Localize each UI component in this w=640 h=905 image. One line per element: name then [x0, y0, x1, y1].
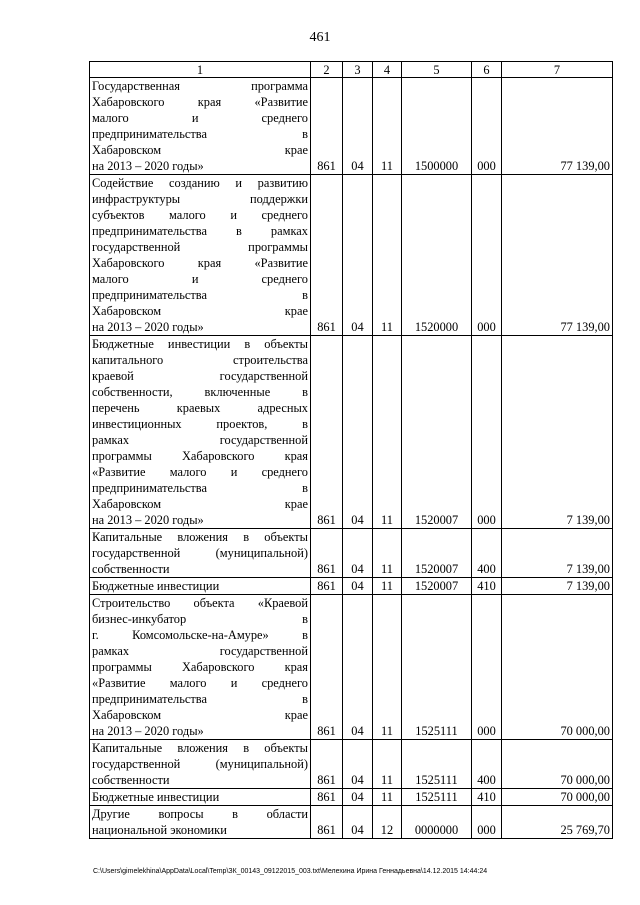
code-section-cell: 04 — [343, 595, 373, 740]
code-section-cell: 04 — [343, 78, 373, 175]
code-subsection-cell: 11 — [373, 789, 402, 806]
row-name-line: на 2013 – 2020 годы» — [92, 320, 204, 334]
row-name — [90, 578, 311, 595]
row-name — [90, 789, 311, 806]
table-row — [90, 175, 613, 336]
row-name — [90, 175, 311, 336]
budget-table — [89, 61, 613, 839]
amount-cell: 70 000,00 — [502, 595, 613, 740]
row-name-line: Хабаровском крае — [92, 143, 308, 157]
code-subsection-cell: 11 — [373, 78, 402, 175]
code-section-cell: 04 — [343, 578, 373, 595]
row-name-line: собственности — [92, 773, 170, 787]
row-name-line: государственной (муниципальной) — [92, 757, 308, 771]
code-expense-type-cell: 410 — [472, 578, 502, 595]
row-name — [90, 740, 311, 789]
table-row — [90, 78, 613, 175]
row-name-line: субъектов малого и среднего — [92, 208, 308, 222]
table-row — [90, 740, 613, 789]
amount-cell: 77 139,00 — [502, 175, 613, 336]
code-subsection-cell: 11 — [373, 175, 402, 336]
header-cell: 6 — [472, 62, 502, 78]
code-admin-cell: 861 — [311, 78, 343, 175]
code-target-cell: 1525111 — [402, 789, 472, 806]
code-target-cell: 1525111 — [402, 595, 472, 740]
row-name-line: Хабаровском крае — [92, 497, 308, 511]
row-name-line: государственной (муниципальной) — [92, 546, 308, 560]
code-target-cell: 1525111 — [402, 740, 472, 789]
row-name-line: Строительство объекта «Краевой — [92, 596, 308, 610]
code-target-cell: 1520007 — [402, 336, 472, 529]
amount-cell: 7 139,00 — [502, 578, 613, 595]
row-name-line: на 2013 – 2020 годы» — [92, 724, 204, 738]
row-name-line: Хабаровском крае — [92, 304, 308, 318]
row-name-line: предпринимательства в — [92, 288, 308, 302]
code-subsection-cell: 11 — [373, 336, 402, 529]
code-expense-type-cell: 400 — [472, 740, 502, 789]
code-expense-type-cell: 000 — [472, 78, 502, 175]
row-name — [90, 78, 311, 175]
code-admin-cell: 861 — [311, 595, 343, 740]
code-section-cell: 04 — [343, 529, 373, 578]
row-name-line: собственности — [92, 562, 170, 576]
row-name-line: на 2013 – 2020 годы» — [92, 513, 204, 527]
row-name-line: Содействие созданию и развитию — [92, 176, 308, 190]
code-subsection-cell: 12 — [373, 806, 402, 839]
header-row — [90, 62, 613, 78]
row-name-line: Капитальные вложения в объекты — [92, 741, 308, 755]
code-subsection-cell: 11 — [373, 529, 402, 578]
row-name-line: Бюджетные инвестиции в объекты — [92, 337, 308, 351]
row-name-line: капитального строительства — [92, 353, 308, 367]
row-name-line: государственной программы — [92, 240, 308, 254]
row-name-line: «Развитие малого и среднего — [92, 465, 308, 479]
amount-cell: 7 139,00 — [502, 529, 613, 578]
amount-cell: 7 139,00 — [502, 336, 613, 529]
row-name-line: рамках государственной — [92, 433, 308, 447]
row-name-line: «Развитие малого и среднего — [92, 676, 308, 690]
code-expense-type-cell: 000 — [472, 806, 502, 839]
row-name-line: Хабаровском крае — [92, 708, 308, 722]
row-name-line: собственности, включенные в — [92, 385, 308, 399]
table-row — [90, 595, 613, 740]
code-section-cell: 04 — [343, 175, 373, 336]
header-cell: 2 — [311, 62, 343, 78]
code-target-cell: 1520007 — [402, 578, 472, 595]
table-row — [90, 789, 613, 806]
amount-cell: 25 769,70 — [502, 806, 613, 839]
code-subsection-cell: 11 — [373, 578, 402, 595]
table-row — [90, 336, 613, 529]
footer-path: C:\Users\gimelekhina\AppData\Local\Temp\ЗК_00143_09122015_003.txt\Мелехина Ирина Геннадьевна\14.12.2015 14:44:24 — [93, 868, 488, 875]
row-name-line: предпринимательства в — [92, 692, 308, 706]
header-cell: 1 — [90, 62, 311, 78]
code-section-cell: 04 — [343, 806, 373, 839]
row-name-line: программы Хабаровского края — [92, 660, 308, 674]
header-cell: 3 — [343, 62, 373, 78]
row-name-line: Государственная программа — [92, 79, 308, 93]
row-name-line: г. Комсомольске-на-Амуре» в — [92, 628, 308, 642]
code-target-cell: 1520007 — [402, 529, 472, 578]
row-name-line: рамках государственной — [92, 644, 308, 658]
row-name-line: Хабаровского края «Развитие — [92, 95, 308, 109]
amount-cell: 70 000,00 — [502, 740, 613, 789]
row-name-line: малого и среднего — [92, 272, 308, 286]
code-expense-type-cell: 410 — [472, 789, 502, 806]
header-cell: 5 — [402, 62, 472, 78]
row-name-line: на 2013 – 2020 годы» — [92, 159, 204, 173]
row-name-line: Бюджетные инвестиции — [92, 790, 220, 804]
header-cell: 7 — [502, 62, 613, 78]
row-name-line: Бюджетные инвестиции — [92, 579, 220, 593]
code-admin-cell: 861 — [311, 740, 343, 789]
row-name — [90, 806, 311, 839]
row-name-line: краевой государственной — [92, 369, 308, 383]
row-name-line: инфраструктуры поддержки — [92, 192, 308, 206]
code-subsection-cell: 11 — [373, 595, 402, 740]
code-expense-type-cell: 400 — [472, 529, 502, 578]
code-section-cell: 04 — [343, 740, 373, 789]
code-admin-cell: 861 — [311, 175, 343, 336]
row-name — [90, 529, 311, 578]
code-section-cell: 04 — [343, 336, 373, 529]
row-name-line: Другие вопросы в области — [92, 807, 308, 821]
code-expense-type-cell: 000 — [472, 175, 502, 336]
row-name-line: программы Хабаровского края — [92, 449, 308, 463]
row-name-line: национальной экономики — [92, 823, 227, 837]
code-subsection-cell: 11 — [373, 740, 402, 789]
row-name — [90, 595, 311, 740]
amount-cell: 70 000,00 — [502, 789, 613, 806]
code-target-cell: 0000000 — [402, 806, 472, 839]
table-row — [90, 529, 613, 578]
row-name-line: предпринимательства в рамках — [92, 224, 308, 238]
code-target-cell: 1500000 — [402, 78, 472, 175]
code-admin-cell: 861 — [311, 336, 343, 529]
row-name-line: предпринимательства в — [92, 127, 308, 141]
header-cell: 4 — [373, 62, 402, 78]
code-admin-cell: 861 — [311, 806, 343, 839]
table-row — [90, 578, 613, 595]
table-row — [90, 806, 613, 839]
row-name — [90, 336, 311, 529]
page-number: 461 — [309, 30, 331, 45]
code-admin-cell: 861 — [311, 789, 343, 806]
row-name-line: Капитальные вложения в объекты — [92, 530, 308, 544]
code-expense-type-cell: 000 — [472, 595, 502, 740]
row-name-line: инвестиционных проектов, в — [92, 417, 308, 431]
row-name-line: малого и среднего — [92, 111, 308, 125]
row-name-line: бизнес-инкубатор в — [92, 612, 308, 626]
code-expense-type-cell: 000 — [472, 336, 502, 529]
row-name-line: Хабаровского края «Развитие — [92, 256, 308, 270]
row-name-line: перечень краевых адресных — [92, 401, 308, 415]
code-admin-cell: 861 — [311, 578, 343, 595]
code-admin-cell: 861 — [311, 529, 343, 578]
code-section-cell: 04 — [343, 789, 373, 806]
code-target-cell: 1520000 — [402, 175, 472, 336]
row-name-line: предпринимательства в — [92, 481, 308, 495]
amount-cell: 77 139,00 — [502, 78, 613, 175]
